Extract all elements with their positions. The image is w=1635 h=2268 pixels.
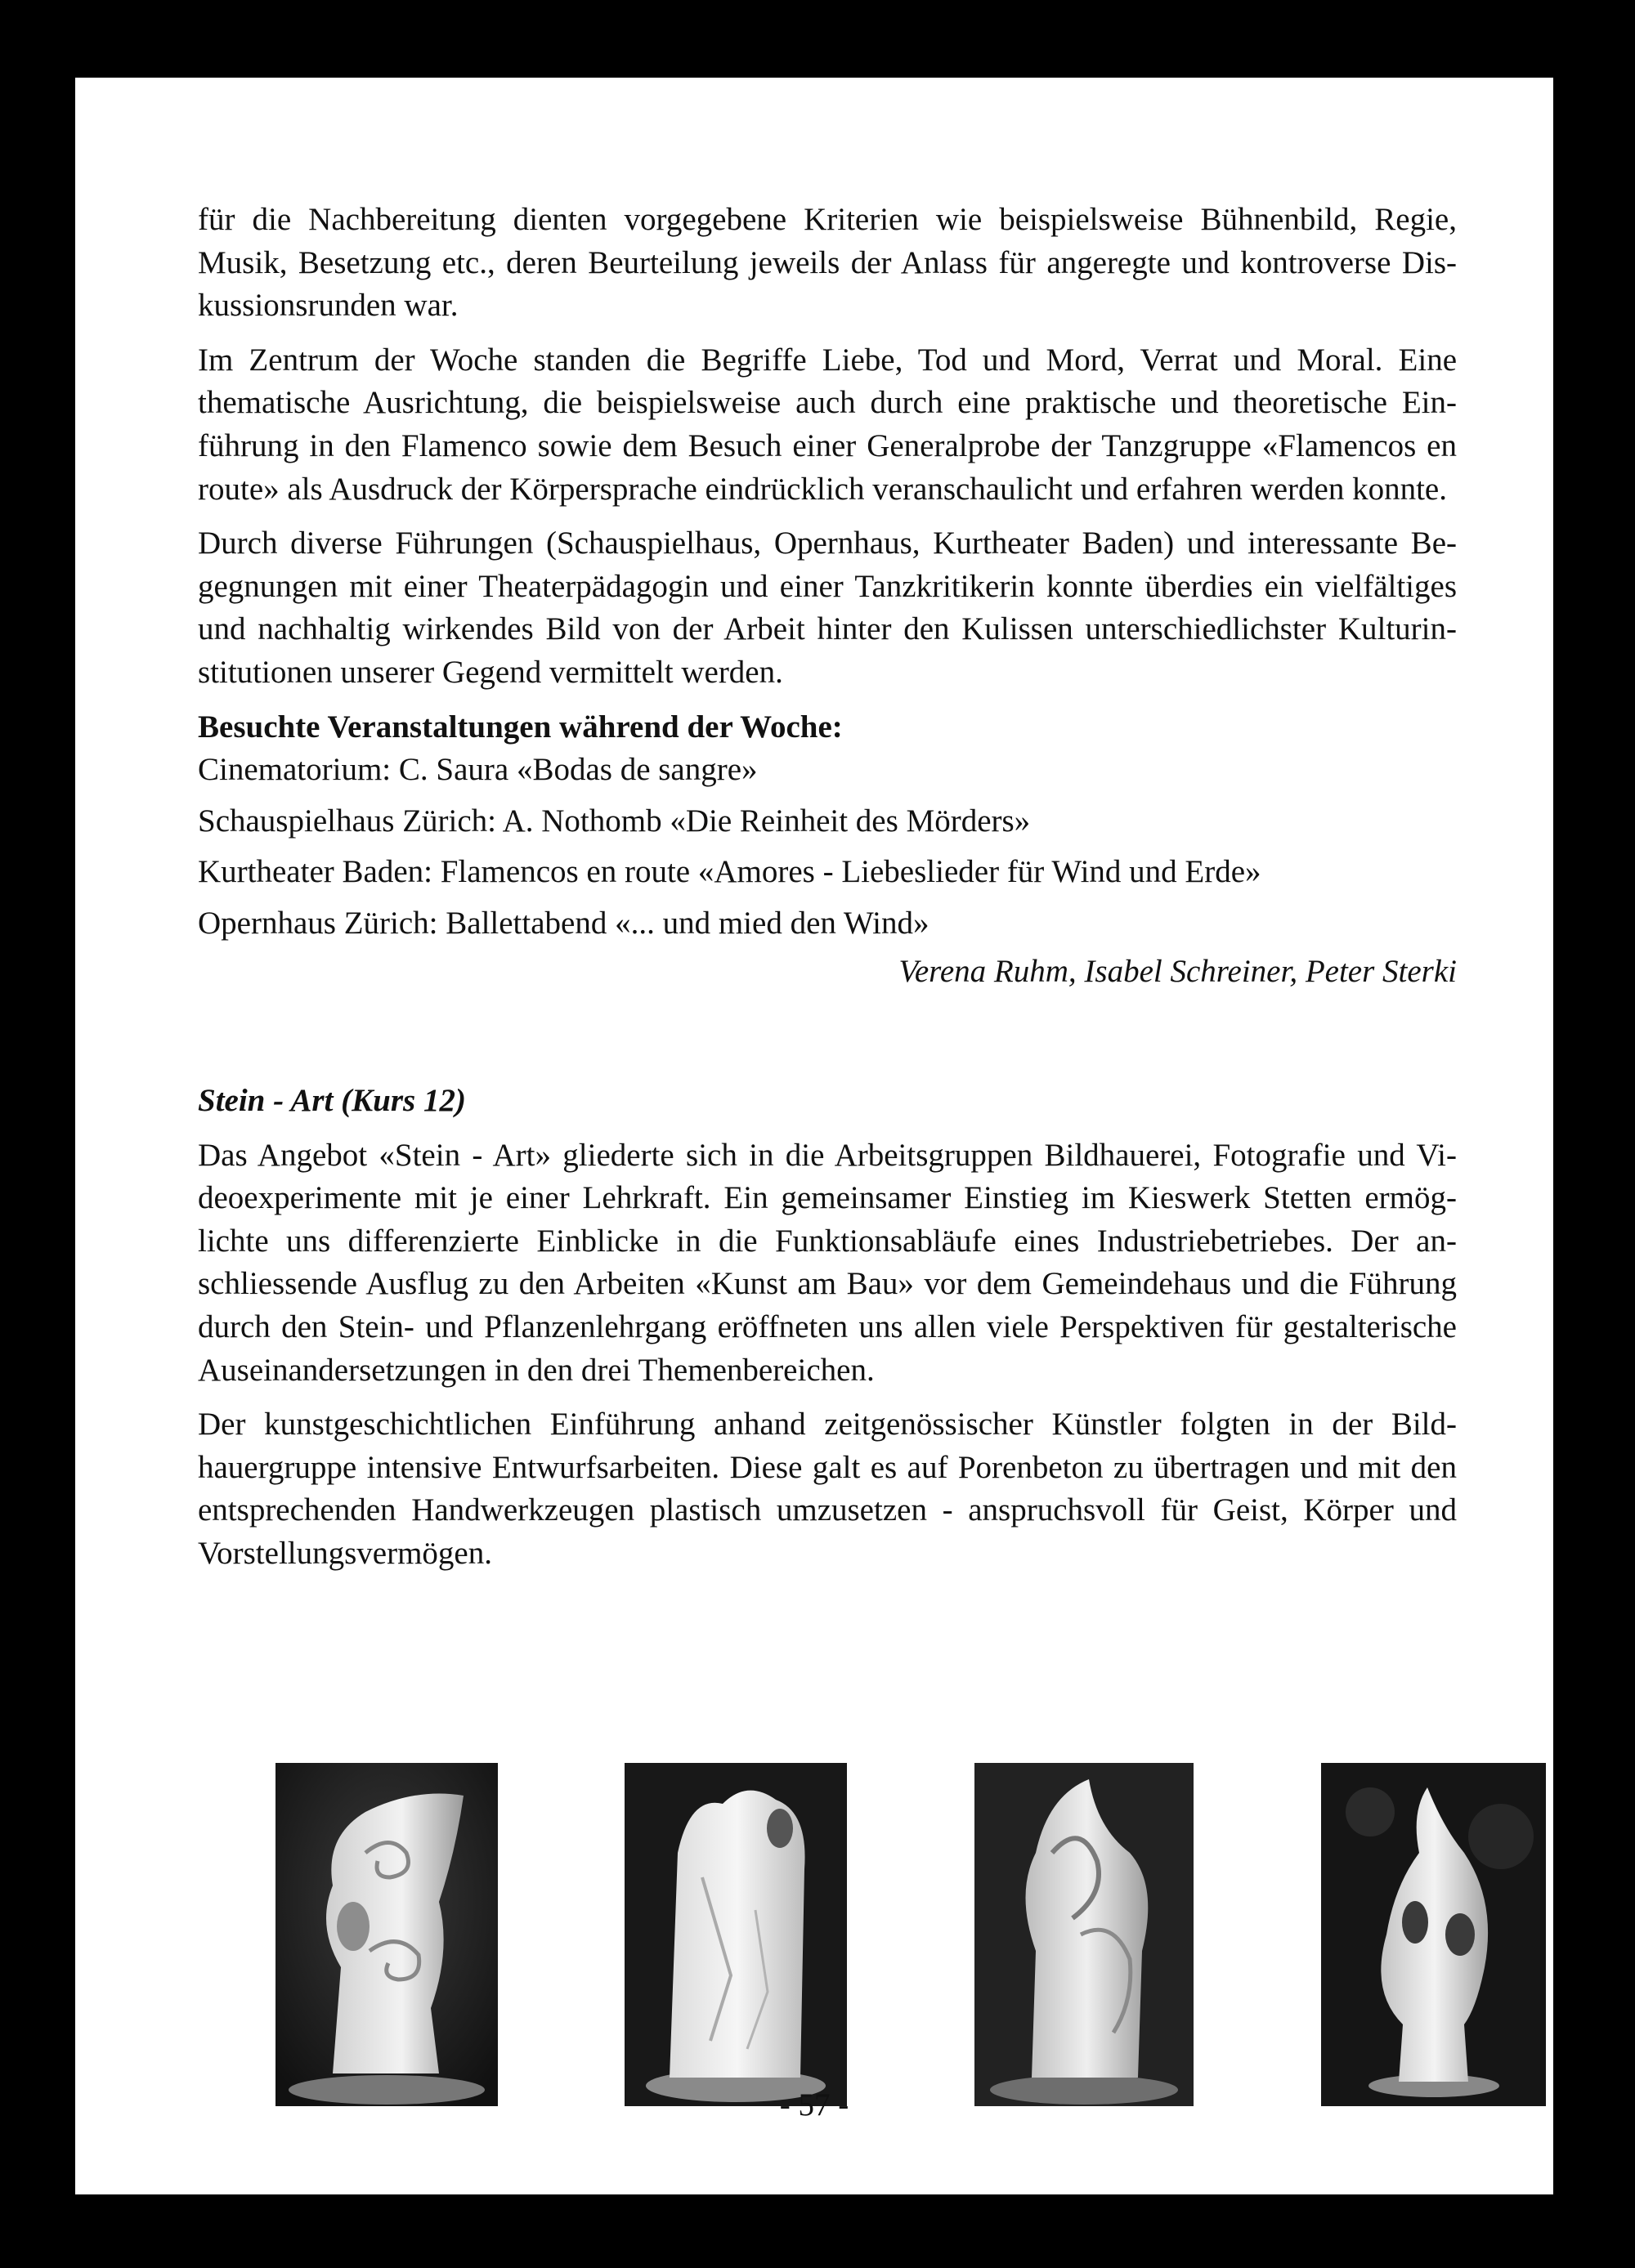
sculpture-photo-row bbox=[198, 1763, 1457, 2106]
paragraph: Im Zentrum der Woche standen die Begriffe Liebe, Tod und Mord, Verrat und Moral. Eine thematische Ausrichtung, die beispielsweise auch durch eine praktische und theoretische Einführung in den Flamenco sowie dem Besuch einer Generalprobe der Tanzgruppe «Flamencos en route» als Ausdruck der Körpersprache eindrücklich veranschaulicht und erfahren werden konnte. bbox=[198, 342, 1457, 507]
event-item: Opernhaus Zürich: Ballettabend «... und mied den Wind» bbox=[198, 905, 929, 941]
paragraph: Der kunstgeschichtlichen Einführung anhand zeitgenössischer Künstler folgten in der Bildhauergruppe intensive Entwurfsarbeiten. Diese galt es auf Porenbeton zu übertragen und mit den entsprechenden Handwerkzeugen plastisch umzusetzen - anspruchsvoll für Geist, Körper und Vorstellungsvermögen. bbox=[198, 1407, 1457, 1572]
event-item: Kurtheater Baden: Flamencos en route «Amores - Liebeslieder für Wind und Erde» bbox=[198, 854, 1261, 890]
paragraph: Das Angebot «Stein - Art» gliederte sich in die Arbeitsgruppen Bildhauerei, Fotografie und Videoexperimente mit je einer Lehrkraft. Ein gemeinsamer Einstieg im Kieswerk Stetten ermöglichte uns differenzierte Einblicke in die Funktionsabläufe eines Industriebetriebes. Der anschliessende Ausflug zu den Arbeiten «Kunst am Bau» vor dem Gemeindehaus und die Führung durch den Stein- und Pflanzenlehrgang eröffneten uns allen viele Perspektiven für gestalterische Auseinandersetzungen in den drei Themenbereichen. bbox=[198, 1137, 1457, 1388]
section-title: Stein - Art (Kurs 12) bbox=[198, 1083, 466, 1119]
sculpture-photo-3 bbox=[974, 1763, 1194, 2106]
page-number: - 57 - bbox=[779, 2087, 849, 2123]
sculpture-photo-1 bbox=[275, 1763, 498, 2106]
event-item: Schauspielhaus Zürich: A. Nothomb «Die Reinheit des Mörders» bbox=[198, 803, 1031, 839]
paragraph: für die Nachbereitung dienten vorgegebene Kriterien wie beispielsweise Bühnenbild, Regie, Musik, Besetzung etc., deren Beurteilung jeweils der Anlass für angeregte und kontroverse Diskussionsrunden war. bbox=[198, 202, 1457, 324]
event-item: Cinematorium: C. Saura «Bodas de sangre» bbox=[198, 752, 758, 788]
events-list bbox=[198, 749, 1457, 945]
page-content bbox=[198, 199, 1457, 1587]
sculpture-photo-4 bbox=[1321, 1763, 1546, 2106]
authors-signature: Verena Ruhm, Isabel Schreiner, Peter Sterki bbox=[898, 953, 1457, 989]
events-heading: Besuchte Veranstaltungen während der Woche: bbox=[198, 709, 843, 745]
paragraph: Durch diverse Führungen (Schauspielhaus, Opernhaus, Kurtheater Baden) und interessante Begegnungen mit einer Theaterpädagogin und einer Tanzkritikerin konnte überdies ein vielfältiges und nachhaltig wirkendes Bild von der Arbeit hinter den Kulissen unterschiedlichster Kulturinstitutionen unserer Gegend vermittelt werden. bbox=[198, 526, 1457, 690]
document-page bbox=[75, 78, 1553, 2194]
sculpture-photo-2 bbox=[625, 1763, 847, 2106]
